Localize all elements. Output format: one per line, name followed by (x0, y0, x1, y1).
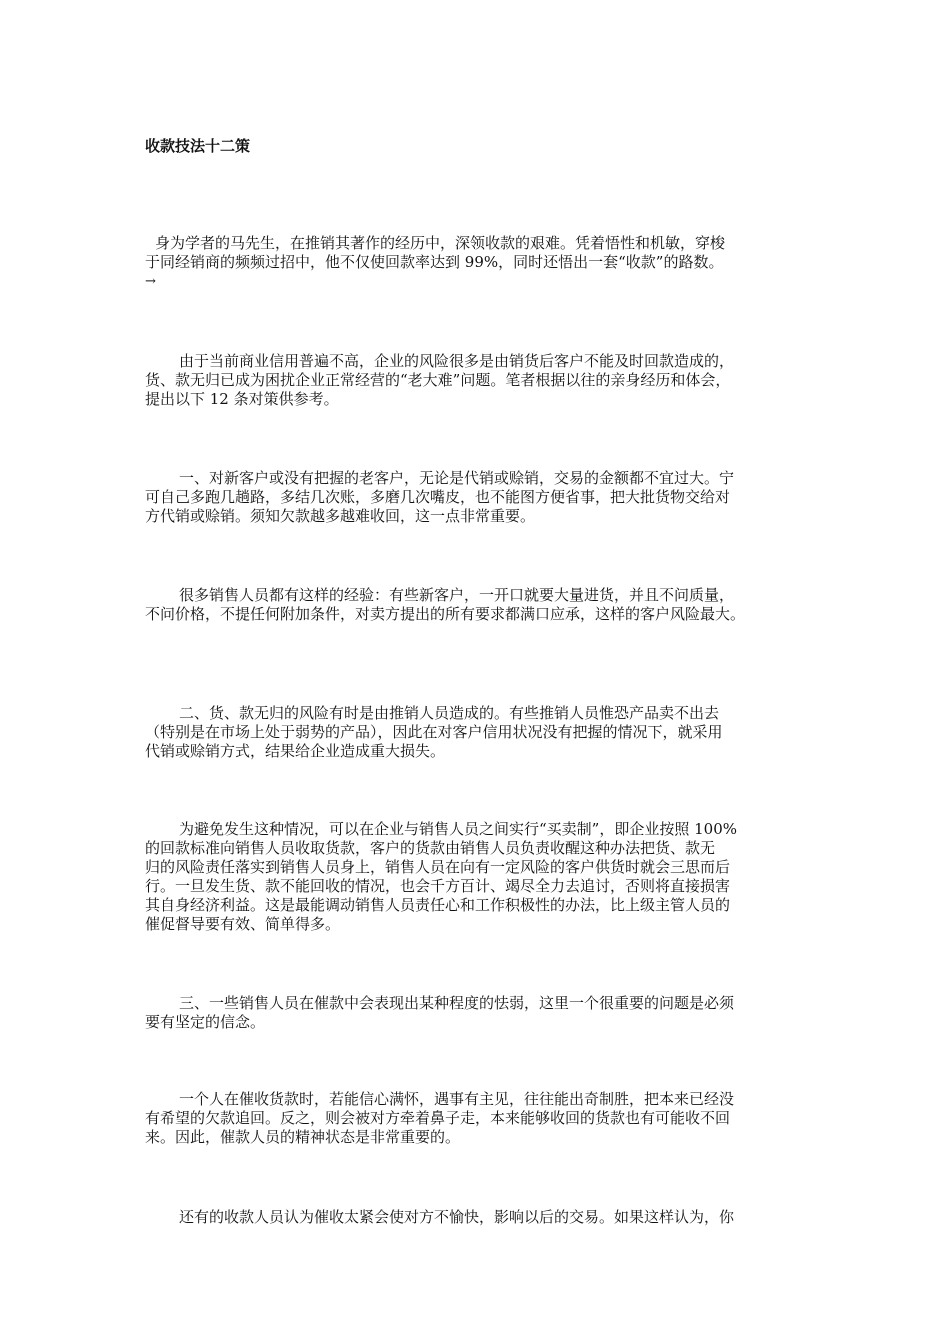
paragraph-line: 其自身经济利益。这是最能调动销售人员责任心和工作积极性的办法，比上级主管人员的 (145, 896, 731, 914)
paragraph-line: 来。因此，催款人员的精神状态是非常重要的。 (145, 1128, 461, 1146)
body-paragraph-6 (145, 994, 825, 1032)
intro-line: 于同经销商的频频过招中，他不仅使回款率达到 99%，同时还悟出一套“收款”的路数。 (145, 253, 724, 271)
intro-line: 身为学者的马先生，在推销其著作的经历中，深领收款的艰难。凭着悟性和机敏，穿梭 (155, 234, 726, 252)
body-paragraph-5 (145, 820, 825, 934)
paragraph-mark-icon: → (145, 274, 156, 289)
paragraph-line: 行。一旦发生货、款不能回收的情况，也会千方百计、竭尽全力去追讨，否则将直接损害 (145, 877, 731, 895)
body-paragraph-2 (145, 469, 825, 526)
paragraph-line: 还有的收款人员认为催收太紧会使对方不愉快，影响以后的交易。如果这样认为，你 (179, 1208, 735, 1226)
paragraph-line: 一、对新客户或没有把握的老客户，无论是代销或赊销，交易的金额都不宜过大。宁 (179, 469, 735, 487)
paragraph-line: 代销或赊销方式，结果给企业造成重大损失。 (145, 742, 446, 760)
paragraph-line: 二、货、款无归的风险有时是由推销人员造成的。有些推销人员惟恐产品卖不出去 (179, 704, 720, 722)
paragraph-line: 为避免发生这种情况，可以在企业与销售人员之间实行“买卖制”，即企业按照 100% (179, 820, 737, 838)
paragraph-line: 货、款无归已成为困扰企业正常经营的“老大难”问题。笔者根据以往的亲身经历和体会， (145, 371, 731, 389)
paragraph-line: 很多销售人员都有这样的经验：有些新客户，一开口就要大量进货，并且不问质量， (179, 586, 735, 604)
paragraph-line: 的回款标准向销售人员收取货款，客户的货款由销售人员负责收醒这种办法把货、款无 (145, 839, 716, 857)
body-paragraph-7 (145, 1090, 825, 1147)
paragraph-line: 有希望的欠款追回。反之，则会被对方牵着鼻子走，本来能够收回的货款也有可能收不回 (145, 1109, 731, 1127)
paragraph-line: 三、一些销售人员在催款中会表现出某种程度的怯弱，这里一个很重要的问题是必须 (179, 994, 735, 1012)
paragraph-line: 归的风险责任落实到销售人员身上，销售人员在向有一定风险的客户供货时就会三思而后 (145, 858, 731, 876)
document-title: 收款技法十二策 (145, 137, 251, 155)
paragraph-line: 催促督导要有效、简单得多。 (145, 915, 341, 933)
paragraph-line: 由于当前商业信用普遍不高，企业的风险很多是由销货后客户不能及时回款造成的， (179, 352, 735, 370)
body-paragraph-3 (145, 586, 825, 624)
paragraph-line: 不问价格，不提任何附加条件，对卖方提出的所有要求都满口应承，这样的客户风险最大。 (145, 605, 746, 623)
body-paragraph-1 (145, 352, 825, 409)
intro-paragraph (145, 234, 825, 272)
body-paragraph-4 (145, 704, 825, 761)
paragraph-line: 要有坚定的信念。 (145, 1013, 266, 1031)
paragraph-line: （特别是在市场上处于弱势的产品），因此在对客户信用状况没有把握的情况下，就采用 (145, 723, 723, 741)
paragraph-line: 一个人在催收货款时，若能信心满怀，遇事有主见，往往能出奇制胜，把本来已经没 (179, 1090, 735, 1108)
body-paragraph-8 (145, 1208, 825, 1227)
paragraph-line: 方代销或赊销。须知欠款越多越难收回，这一点非常重要。 (145, 507, 536, 525)
paragraph-line: 提出以下 12 条对策供参考。 (145, 390, 339, 408)
paragraph-line: 可自己多跑几趟路，多结几次账，多磨几次嘴皮，也不能图方便省事，把大批货物交给对 (145, 488, 731, 506)
